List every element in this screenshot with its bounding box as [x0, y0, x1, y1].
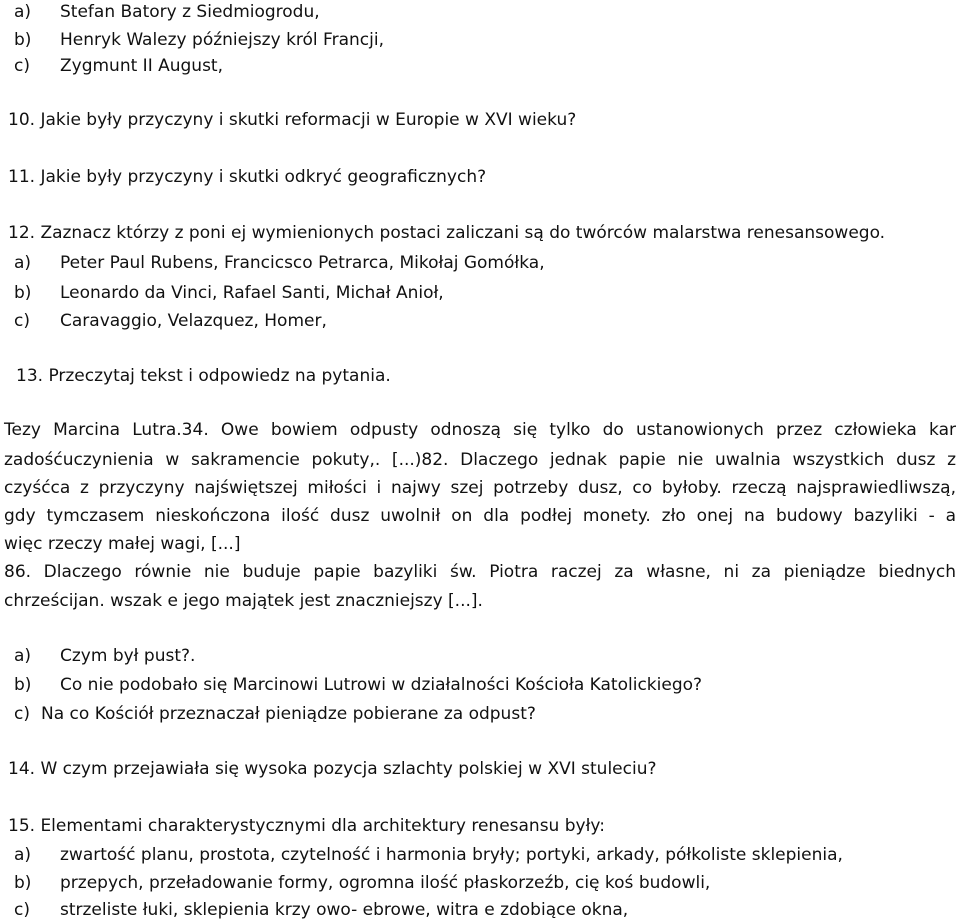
- passage-line: gdy tymczasem nieskończona ilość dusz uwolnił on dla podłej monety. zło onej na budowy bazyliki - a: [4, 506, 956, 526]
- option-label: b): [14, 873, 32, 893]
- option-label: a): [14, 646, 32, 666]
- list-item: [14, 844, 843, 866]
- question-14: 14. W czym przejawiała się wysoka pozycja szlachty polskiej w XVI stuleciu?: [8, 759, 657, 779]
- option-text: Stefan Batory z Siedmiogrodu,: [60, 2, 320, 22]
- list-item: [14, 645, 195, 667]
- option-text: zwartość planu, prostota, czytelność i harmonia bryły; portyki, arkady, półkoliste sklepienia,: [60, 845, 843, 865]
- passage-line: Tezy Marcina Lutra.34. Owe bowiem odpusty odnoszą się tylko do ustanowionych przez człowieka kar: [4, 420, 956, 440]
- list-item: [14, 703, 536, 725]
- question-10: 10. Jakie były przyczyny i skutki reformacji w Europie w XVI wieku?: [8, 110, 577, 130]
- option-label: b): [14, 283, 32, 303]
- option-text: Zygmunt II August,: [60, 56, 224, 76]
- question-12: 12. Zaznacz którzy z poni ej wymienionych postaci zaliczani są do twórców malarstwa renesansowego.: [8, 223, 886, 243]
- passage-line: więc rzeczy małej wagi, [...]: [4, 534, 241, 554]
- option-text: Na co Kościół przeznaczał pieniądze pobierane za odpust?: [41, 704, 536, 724]
- option-label: c): [14, 704, 30, 724]
- option-label: c): [14, 900, 30, 920]
- list-item: [14, 29, 384, 51]
- option-label: c): [14, 311, 30, 331]
- option-label: a): [14, 845, 32, 865]
- list-item: [14, 899, 628, 921]
- option-text: Peter Paul Rubens, Francicsco Petrarca, Mikołaj Gomółka,: [60, 253, 545, 273]
- list-item: [14, 1, 320, 23]
- option-label: a): [14, 253, 32, 273]
- passage-line: zadośćuczynienia w sakramencie pokuty,. [...)82. Dlaczego jednak papie nie uwalnia wszystkich dusz z: [4, 450, 956, 470]
- passage-line: 86. Dlaczego równie nie buduje papie bazyliki św. Piotra raczej za własne, ni za pieniądze biednych: [4, 562, 956, 582]
- list-item: [14, 674, 702, 696]
- option-label: c): [14, 56, 30, 76]
- passage-line: czyśćca z przyczyny najświętszej miłości i najwy szej potrzeby dusz, co byłoby. rzeczą najsprawiedliwszą,: [4, 478, 956, 498]
- list-item: [14, 282, 444, 304]
- option-label: b): [14, 30, 32, 50]
- list-item: [14, 872, 710, 894]
- question-13: 13. Przeczytaj tekst i odpowiedz na pytania.: [16, 366, 391, 386]
- list-item: [14, 310, 327, 332]
- option-text: Leonardo da Vinci, Rafael Santi, Michał Anioł,: [60, 283, 444, 303]
- option-text: przepych, przeładowanie formy, ogromna ilość płaskorzeźb, cię koś budowli,: [60, 873, 711, 893]
- option-text: strzeliste łuki, sklepienia krzy owo- ebrowe, witra e zdobiące okna,: [60, 900, 629, 920]
- question-15: 15. Elementami charakterystycznymi dla architektury renesansu były:: [8, 816, 605, 836]
- passage-line: chrześcijan. wszak e jego majątek jest znaczniejszy [...].: [4, 591, 483, 611]
- option-text: Co nie podobało się Marcinowi Lutrowi w działalności Kościoła Katolickiego?: [60, 675, 703, 695]
- option-text: Henryk Walezy późniejszy król Francji,: [60, 30, 384, 50]
- list-item: [14, 55, 223, 77]
- list-item: [14, 252, 545, 274]
- question-11: 11. Jakie były przyczyny i skutki odkryć geograficznych?: [8, 167, 487, 187]
- option-label: a): [14, 2, 32, 22]
- option-text: Caravaggio, Velazquez, Homer,: [60, 311, 327, 331]
- option-text: Czym był pust?.: [60, 646, 196, 666]
- option-label: b): [14, 675, 32, 695]
